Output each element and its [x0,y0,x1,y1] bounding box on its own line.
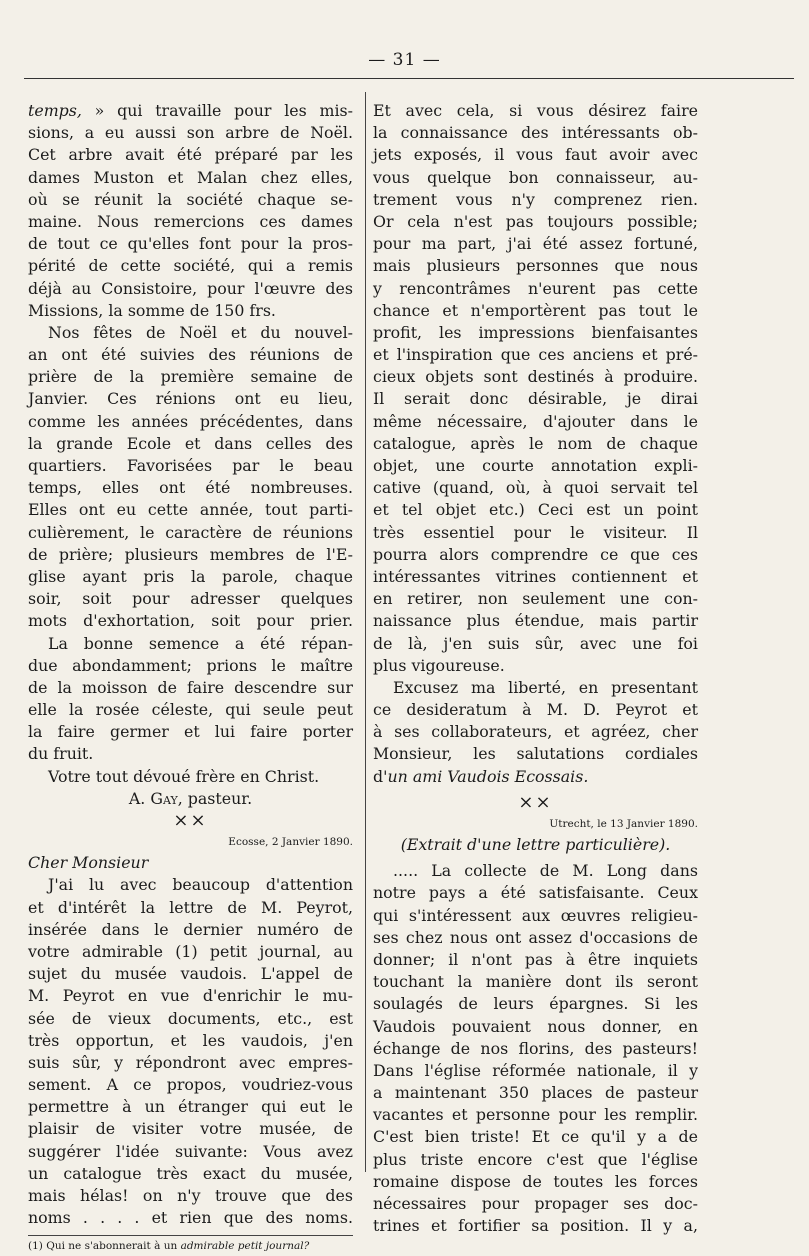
text-line: Dans l'église réformée nationale, il y [373,1060,698,1080]
text-line: et l'inspiration que ces anciens et pré- [373,345,698,365]
text-line: donner; il n'ont pas à être inquiets [373,949,698,969]
text-line: culièrement, le caractère de réunions [28,522,353,542]
text-line: noms . . . . et rien que des noms. [28,1208,353,1228]
text-line: prière de la première semaine de [28,367,353,387]
left-para-1 [28,100,353,322]
text-line: romaine dispose de toutes les forces [373,1171,698,1191]
text-line: profit, les impressions bienfaisantes [373,322,698,342]
footnote-italic: admirable petit journal? [180,1240,310,1253]
right-para-2 [373,677,698,788]
left-para-2 [28,322,353,633]
right-para-1 [373,100,698,677]
text-line: Monsieur, les salutations cordiales [373,744,698,764]
signature [28,788,353,810]
text-line: plus triste encore c'est que l'église [373,1149,698,1169]
right-column [373,100,698,1237]
text-line: sement. A ce propos, voudriez-vous [28,1075,353,1095]
signature-name: A. Gay [128,788,178,808]
text-line: soulagés de leurs épargnes. Si les [373,994,698,1014]
text-line [373,766,698,788]
text-line: plaisir de visiter votre musée, de [28,1119,353,1139]
text-line: ses chez nous ont assez d'occasions de [373,927,698,947]
text-line: et d'intérêt la lettre de M. Peyrot, [28,897,353,917]
text-line: due abondamment; prions le maître [28,655,353,675]
text-line: elle la rosée céleste, qui seule peut [28,700,353,720]
text-line: la connaissance des intéressants ob- [373,123,698,143]
text-line: sions, a eu aussi son arbre de Noël. [28,123,353,143]
text-line: chance et n'emportèrent pas tout le [373,300,698,320]
text-line: Vaudois pouvaient nous donner, en [373,1016,698,1036]
left-para-4 [28,874,353,1229]
text-line: du fruit. [28,744,94,764]
text-line: en retirer, non seulement une con- [373,589,698,609]
text-line: J'ai lu avec beaucoup d'attention [48,875,353,895]
text-line: périté de cette société, qui a remis [28,256,353,276]
page-number: — 31 — [368,50,441,70]
text-line: glise ayant pris la parole, chaque [28,566,353,586]
text-line: dames Muston et Malan chez elles, [28,167,353,187]
text-line: même nécessaire, d'ajouter dans le [373,411,698,431]
section-separator: ×× [518,791,553,813]
text-line: plus vigoureuse. [373,655,505,675]
text-line: cative (quand, où, à quoi servait tel [373,478,698,498]
section-heading: (Extrait d'une lettre particulière). [400,835,671,854]
text-line: Elles ont eu cette année, tout parti- [28,500,353,520]
section-separator: ×× [173,810,208,831]
text-line: de prière; plusieurs membres de l'E- [28,544,353,564]
text-line: pourra alors comprendre ce que ces [373,544,698,564]
text-line: naissance plus étendue, mais partir [373,611,698,631]
text-run: d' [373,766,388,786]
text-line: C'est bien triste! Et ce qu'il y a de [373,1127,698,1147]
italic-run: un ami Vaudois Ecossais. [387,766,589,786]
text-line: de là, j'en suis sûr, avec une foi [373,633,698,653]
header-rule [24,78,794,79]
text-line: Or cela n'est pas toujours possible; [373,211,698,231]
text-line: temps, elles ont été nombreuses. [28,478,353,498]
text-line: trines et fortifier sa position. Il y a, [373,1216,698,1236]
text-line: échange de nos florins, des pasteurs! [373,1038,698,1058]
text-line: y rencontrâmes n'eurent pas cette [373,278,698,298]
text-line: ..... La collecte de M. Long dans [393,861,698,881]
dateline: Ecosse, 2 Janvier 1890. [228,836,353,849]
text-line: Nos fêtes de Noël et du nouvel- [48,322,353,342]
text-line: suggérer l'idée suivante: Vous avez [28,1141,353,1161]
text-line: ce desideratum à M. D. Peyrot et [373,700,698,720]
text-line: où se réunit la société chaque se- [28,189,353,209]
text-line: la grande Ecole et dans celles des [28,433,353,453]
text-line: mais plusieurs personnes que nous [373,256,698,276]
text-line: intéressantes vitrines contiennent et [373,566,698,586]
left-column [28,100,353,1256]
text-line: catalogue, après le nom de chaque [373,433,698,453]
text-line: notre pays a été satisfaisante. Ceux [373,883,698,903]
text-line: très essentiel pour le visiteur. Il [373,522,698,542]
salutation: Cher Monsieur [28,853,149,873]
text-line: sée de vieux documents, etc., est [28,1008,353,1028]
text-line: Il serait donc désirable, je dirai [373,389,698,409]
footnote-text: (1) Qui ne s'abonnerait à un [28,1240,181,1253]
dateline: Utrecht, le 13 Janvier 1890. [549,818,698,830]
text-line: sujet du musée vaudois. L'appel de [28,964,353,984]
text-line: vacantes et personne pour les remplir. [373,1105,698,1125]
text-line: objet, une courte annotation expli- [373,456,698,475]
text-line: Cet arbre avait été préparé par les [28,145,353,165]
text-line: trement vous n'y comprenez rien. [373,189,698,209]
text-line: Excusez ma liberté, en presentant [393,677,698,697]
text-line: quartiers. Favorisées par le beau [28,456,353,475]
text-line: la faire germer et lui faire porter [28,722,353,742]
text-line: qui s'intéressent aux œuvres religieu- [373,905,698,925]
text-line: Et avec cela, si vous désirez faire [373,101,698,120]
text-line: à ses collaborateurs, et agréez, cher [373,722,698,742]
text-line: déjà au Consistoire, pour l'œuvre des [28,278,353,298]
text-line: Janvier. Ces rénions ont eu lieu, [28,389,353,409]
column-divider [365,92,366,1172]
text-line: insérée dans le dernier numéro de [28,919,353,939]
text-line: jets exposés, il vous faut avoir avec [373,145,698,165]
text-line: et tel objet etc.) Ceci est un point [373,500,698,520]
text-line: M. Peyrot en vue d'enrichir le mu- [28,986,353,1006]
text-line: comme les années précédentes, dans [28,411,353,431]
text-line: mais hélas! on n'y trouve que des [28,1186,353,1205]
text-run: » qui travaille pour les mis- [81,101,353,120]
text-line: nécessaires pour propager ses doc- [373,1194,698,1213]
text-line: La bonne semence a été répan- [48,633,353,653]
text-line: de tout ce qu'elles font pour la pros- [28,234,353,254]
signature-title: , pasteur. [177,788,253,808]
right-para-3 [373,860,698,1237]
text-line: permettre à un étranger qui eut le [28,1097,353,1117]
text-line: un catalogue très exact du musée, [28,1163,353,1183]
text-line: Missions, la somme de 150 frs. [28,300,276,320]
text-line [28,100,353,122]
text-line: touchant la manière dont ils seront [373,972,698,992]
text-line: cieux objets sont destinés à produire. [373,367,698,387]
text-line: vous quelque bon connaisseur, au- [373,167,698,187]
text-line: très opportun, et les vaudois, j'en [28,1030,353,1050]
footnote [28,1236,353,1256]
closing-line: Votre tout dévoué frère en Christ. [48,766,320,786]
text-line: votre admirable (1) petit journal, au [28,941,353,961]
text-line: suis sûr, y répondront avec empres- [28,1052,353,1072]
text-line: mots d'exhortation, soit pour prier. [28,611,353,631]
left-para-3 [28,633,353,766]
text-line: de la moisson de faire descendre sur [28,677,353,697]
italic-run: temps, [28,101,82,120]
text-line: soir, soit pour adresser quelques [28,589,353,609]
text-line: an ont été suivies des réunions de [28,345,353,365]
text-line: a maintenant 350 places de pasteur [373,1083,698,1103]
text-line: pour ma part, j'ai été assez fortuné, [373,234,698,254]
text-line: maine. Nous remercions ces dames [28,211,353,231]
